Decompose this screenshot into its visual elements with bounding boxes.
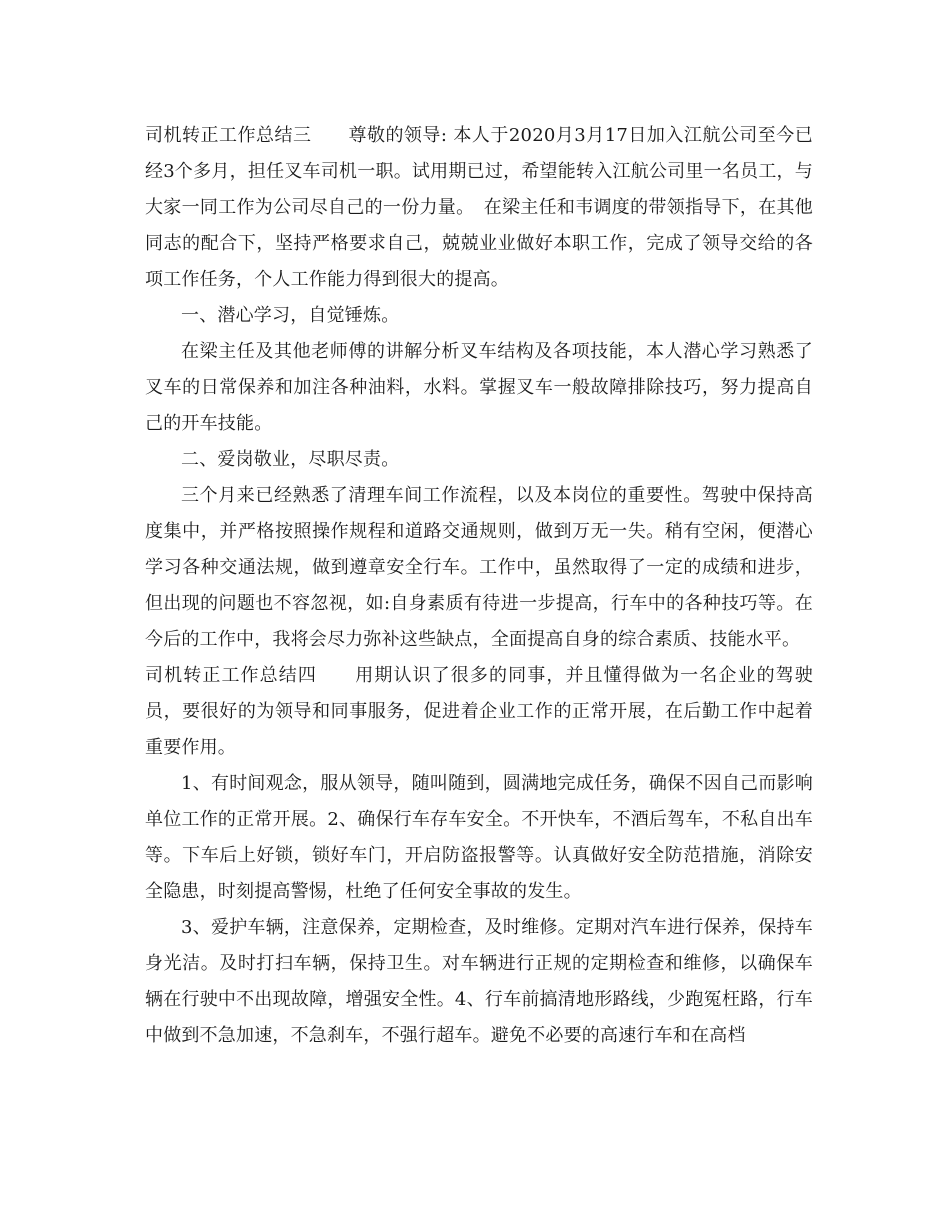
paragraph-dedication: 三个月来已经熟悉了清理车间工作流程，以及本岗位的重要性。驾驶中保持高度集中，并严格按照操作规程和道路交通规则，做到万无一失。稍有空闲，便潜心学习各种交通法规，做到遵章安全行车。工作中，虽然取得了一定的成绩和进步，但出现的问题也不容忽视，如:自身素质有待进一步提高，行车中的各种技巧等。在今后的工作中，我将会尽力弥补这些缺点，全面提高自身的综合素质、技能水平。 — [145, 485, 813, 650]
section-heading-dedication: 二、爱岗敬业，尽职尽责。 — [181, 449, 400, 470]
paragraph-study: 在梁主任及其他老师傅的讲解分析叉车结构及各项技能，本人潜心学习熟悉了叉车的日常保养和加注各种油料，水料。掌握叉车一般故障排除技巧，努力提高自己的开车技能。 — [145, 341, 813, 434]
paragraph-summary-four-intro: 司机转正工作总结四 用期认识了很多的同事，并且懂得做为一名企业的驾驶员，要很好的为领导和同事服务，促进着企业工作的正常开展，在后勤工作中起着重要作用。 — [145, 665, 813, 758]
paragraph-items-one-two: 1、有时间观念，服从领导，随叫随到，圆满地完成任务，确保不因自己而影响单位工作的正常开展。2、确保行车存车安全。不开快车，不酒后驾车，不私自出车等。下车后上好锁，锁好车门，开启防盗报警等。认真做好安全防范措施，消除安全隐患，时刻提高警惕，杜绝了任何安全事故的发生。 — [145, 773, 813, 902]
paragraph-summary-three-intro: 司机转正工作总结三 尊敬的领导: 本人于2020月3月17日加入江航公司至今已经3个多月，担任叉车司机一职。试用期已过，希望能转入江航公司里一名员工，与大家一同工作为公司尽自己的一份力量。 在梁主任和韦调度的带领指导下，在其他同志的配合下，坚持严格要求自己，兢兢业业做好本职工作，完成了领导交给的各项工作任务，个人工作能力得到很大的提高。 — [145, 125, 813, 290]
paragraph-items-three-four: 3、爱护车辆，注意保养，定期检查，及时维修。定期对汽车进行保养，保持车身光洁。及时打扫车辆，保持卫生。对车辆进行正规的定期检查和维修，以确保车辆在行驶中不出现故障，增强安全性。4、行车前搞清地形路线，少跑冤枉路，行车中做到不急加速，不急刹车，不强行超车。避免不必要的高速行车和在高档 — [145, 917, 813, 1046]
document-body — [145, 118, 813, 1054]
section-heading-study: 一、潜心学习，自觉锤炼。 — [181, 305, 400, 326]
